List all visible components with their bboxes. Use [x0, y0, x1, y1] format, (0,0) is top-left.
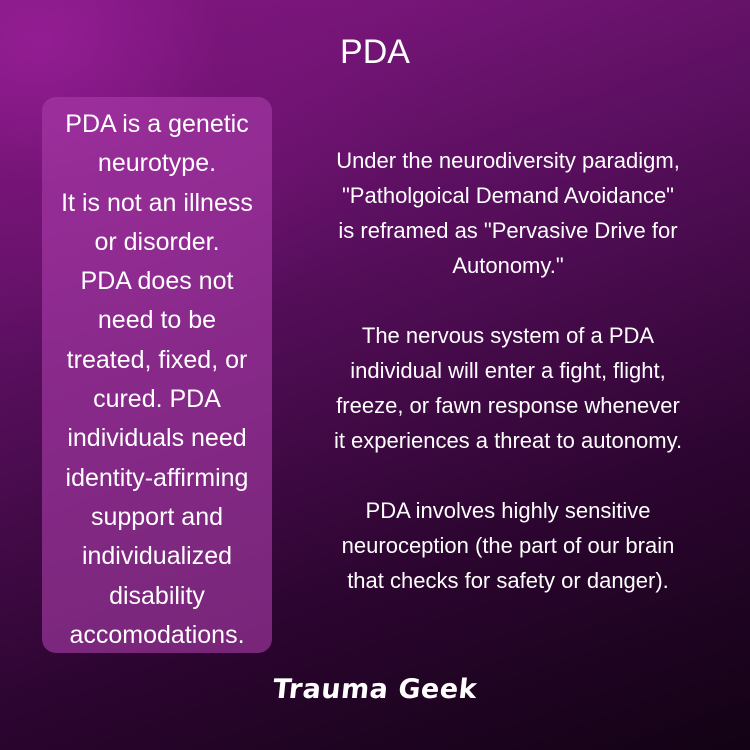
left-panel-line: support and — [90, 502, 224, 531]
left-panel-line: need to be — [97, 306, 217, 335]
paragraph-line: individual will enter a fight, flight, — [350, 358, 666, 383]
paragraph-line: neuroception (the part of our brain — [341, 533, 675, 558]
paragraph-nervous-system — [294, 318, 722, 458]
left-panel-line: treated, fixed, or — [66, 345, 248, 374]
paragraph-line: is reframed as "Pervasive Drive for — [338, 218, 678, 243]
right-text-column — [294, 143, 722, 598]
paragraph-line: PDA involves highly sensitive — [365, 498, 651, 523]
left-panel-line: or disorder. — [94, 227, 220, 256]
left-panel-line: individualized — [81, 542, 233, 571]
left-panel-line: PDA does not — [80, 267, 234, 296]
paragraph-neuroception — [294, 493, 722, 598]
left-panel-line: PDA is a genetic — [65, 110, 249, 138]
left-panel-line: It is not an illness — [61, 188, 253, 217]
paragraph-paradigm — [294, 143, 722, 283]
left-panel-line: neurotype. — [97, 149, 217, 178]
brand-signature: Trauma Geek — [271, 674, 479, 705]
paragraph-line: Autonomy." — [452, 253, 564, 278]
paragraph-line: it experiences a threat to autonomy. — [333, 428, 683, 453]
paragraph-line: "Patholgoical Demand Avoidance" — [342, 183, 674, 208]
left-panel-line: individuals need — [67, 424, 247, 453]
left-panel-line: disability — [109, 581, 205, 610]
paragraph-line: The nervous system of a PDA — [361, 323, 655, 348]
left-panel-line: cured. PDA — [93, 385, 221, 414]
left-panel-line: identity-affirming — [65, 463, 249, 492]
left-panel-line: accomodations. — [69, 620, 245, 649]
paragraph-line: Under the neurodiversity paradigm, — [336, 148, 680, 173]
paragraph-line: that checks for safety or danger). — [347, 568, 669, 593]
paragraph-line: freeze, or fawn response whenever — [336, 393, 680, 418]
left-info-panel — [42, 97, 272, 653]
page-title: PDA — [340, 33, 410, 71]
